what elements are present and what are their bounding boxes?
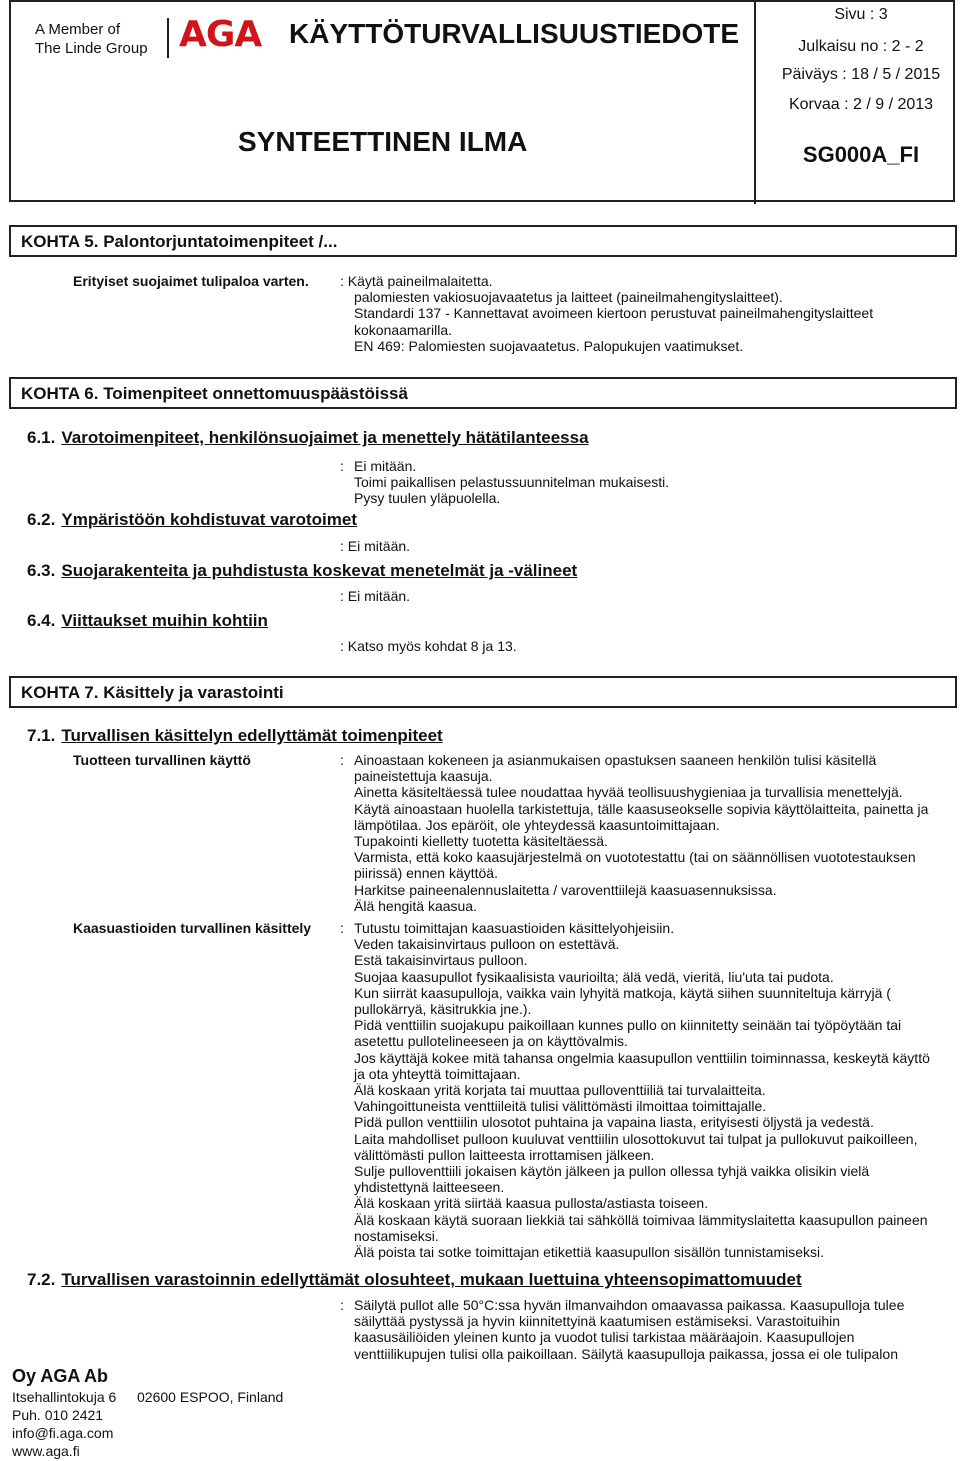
colon: :	[340, 920, 344, 936]
section-5-header	[9, 225, 957, 257]
subsection-7-1-title	[27, 726, 443, 746]
text-line: säilyttää pystyssä ja hyvin kiinnitettyinä kaatumisen estämiseksi. Varastoituihin	[354, 1313, 841, 1330]
safe-use-value	[354, 752, 944, 914]
page-number: Sivu : 3	[834, 6, 888, 23]
colon: :	[340, 1297, 344, 1313]
footer-city: 02600 ESPOO, Finland	[137, 1389, 284, 1405]
text-line: Käytä ainoastaan huolella tarkistettuja, tälle kaasuseokselle sopivia käyttölaitteita, painetta ja	[354, 800, 929, 817]
footer-website[interactable]: www.aga.fi	[12, 1443, 80, 1459]
section-number: KOHTA 5.	[21, 232, 99, 251]
colon: :	[340, 752, 344, 768]
text-line: Pysy tuulen yläpuolella.	[354, 490, 501, 507]
logo-line-1: A Member of	[35, 21, 121, 38]
text-line: ja ota yhteyttä toimittajaan.	[354, 1065, 521, 1082]
subsection-6-1-title	[27, 428, 589, 448]
subsection-number: 6.2.	[27, 510, 56, 529]
field-label: Tuotteen turvallinen käyttö	[73, 752, 251, 768]
text-line: Älä koskaan yritä korjata tai muuttaa pulloventtiiliä tai turvalaitteita.	[354, 1082, 766, 1099]
document-title: KÄYTTÖTURVALLISUUSTIEDOTE	[289, 18, 740, 49]
text-line: Vahingoittuneista venttiileitä tulisi välittömästi ilmoittaa toimittajalle.	[354, 1098, 767, 1115]
text-line: Ainetta käsiteltäessä tulee noudattaa hyvää teollisuushygieniaa ja turvallisia menettelyjä.	[354, 784, 903, 801]
logo-line-2: The Linde Group	[35, 40, 148, 57]
text-line: Älä koskaan käytä suoraan liekkiä tai sähköllä toimivaa lämmityslaitetta kaasupullon paineen	[354, 1211, 928, 1228]
field-value	[340, 273, 930, 354]
subsection-6-2-value: : Ei mitään.	[340, 538, 411, 554]
text-line: Älä hengitä kaasua.	[354, 897, 477, 914]
section-7-header	[9, 676, 957, 708]
subsection-6-4-title	[27, 611, 268, 631]
subsection-text: Suojarakenteita ja puhdistusta koskevat menetelmät ja -välineet	[61, 561, 578, 580]
text-line: Tutustu toimittajan kaasuastioiden käsittelyohjeisiin.	[354, 920, 675, 936]
text-line: piirissä) ennen käyttöä.	[354, 865, 498, 882]
text-line: Ei mitään.	[354, 458, 417, 474]
text-line: Pidä pullon venttiilin ulosotot puhtaina ja vapaina liasta, erityisesti öljystä ja vedestä.	[354, 1114, 874, 1131]
logo-divider	[167, 18, 169, 58]
subsection-6-4-value: : Katso myös kohdat 8 ja 13.	[340, 638, 517, 654]
subsection-6-3-value: : Ei mitään.	[340, 588, 411, 604]
text-line: Laita mahdolliset pulloon kuuluvat venttiilin ulosottokuvut tai tulpat ja pullokuvut paikoilleen,	[354, 1130, 918, 1147]
text-line: palomiesten vakiosuojavaatetus ja laitteet (paineilmahengityslaitteet).	[354, 289, 783, 306]
subsection-number: 7.2.	[27, 1270, 56, 1289]
cylinder-handling-value	[354, 920, 944, 1260]
text-line: : Käytä paineilmalaitetta.	[340, 273, 493, 289]
text-line: kokonaamarilla.	[354, 321, 453, 338]
text-line: EN 469: Palomiesten suojavaatetus. Palopukujen vaatimukset.	[354, 337, 744, 354]
subsection-number: 7.1.	[27, 726, 56, 745]
subsection-7-2-title	[27, 1270, 802, 1290]
text-line: kaasusäiliöiden yleinen kunto ja vuodot tulisi tarkistaa määräajoin. Kaasupullojen	[354, 1329, 855, 1346]
subsection-number: 6.1.	[27, 428, 56, 447]
edition-number: Julkaisu no : 2 - 2	[798, 38, 924, 55]
aga-logo: AGA	[179, 14, 262, 55]
subsection-number: 6.4.	[27, 611, 56, 630]
section-title: Käsittely ja varastointi	[103, 683, 284, 702]
logo-text	[35, 20, 148, 58]
text-line: Standardi 137 - Kannettavat avoimeen kiertoon perustuvat paineilmahengityslaitteet	[354, 305, 874, 322]
replaces-date: Korvaa : 2 / 9 / 2013	[788, 96, 934, 113]
subsection-6-2-title	[27, 510, 357, 530]
text-line: Estä takaisinvirtaus pulloon.	[354, 952, 528, 969]
colon: :	[340, 458, 344, 474]
footer-phone: Puh. 010 2421	[12, 1407, 104, 1423]
text-line: lämpötilaa. Jos epäröit, ole yhteydessä kaasuntoimittajaan.	[354, 816, 720, 833]
text-line: Jos käyttäjä kokee mitä tahansa ongelmia kaasupullon venttiilin toiminnassa, keskeytä käyttö	[354, 1049, 930, 1066]
storage-value	[354, 1297, 944, 1362]
text-line: Säilytä pullot alle 50°C:ssa hyvän ilmanvaihdon omaavassa paikassa. Kaasupulloja tulee	[354, 1297, 905, 1313]
product-name: SYNTEETTINEN ILMA	[238, 126, 528, 157]
text-line: Pidä venttiilin suojakupu paikoillaan kunnes pullo on kiinnitetty seinään tai työpöytään tai	[354, 1017, 902, 1034]
text-line: pullokärryä, käsitrukkia jne.).	[354, 1001, 532, 1018]
text-line: Toimi paikallisen pelastussuunnitelman mukaisesti.	[354, 474, 670, 491]
footer-email[interactable]: info@fi.aga.com	[12, 1425, 114, 1441]
text-line: paineistettuja kaasuja.	[354, 768, 493, 785]
text-line: Kun siirrät kaasupulloja, vaikka vain lyhyitä matkoja, käytä siihen suunniteltuja kärryjä (	[354, 984, 891, 1001]
text-line: Älä poista tai sotke toimittajan etikettiä kaasupullon sisällön tunnistamiseksi.	[354, 1244, 825, 1261]
subsection-6-3-title	[27, 561, 577, 581]
footer-street: Itsehallintokuja 6	[12, 1389, 117, 1405]
subsection-text: Turvallisen varastoinnin edellyttämät olosuhteet, mukaan luettuina yhteensopimattomuudet	[61, 1270, 802, 1289]
text-line: yhdistettynä laitteeseen.	[354, 1179, 505, 1196]
subsection-text: Varotoimenpiteet, henkilönsuojaimet ja menettely hätätilanteessa	[61, 428, 589, 447]
subsection-text: Ympäristöön kohdistuvat varotoimet	[61, 510, 358, 529]
text-line: Tupakointi kielletty tuotetta käsiteltäessä.	[354, 833, 608, 850]
text-line: Ainoastaan kokeneen ja asianmukaisen opastuksen saaneen henkilön tulisi käsitellä	[354, 752, 877, 768]
text-line: venttiilikupujen tulisi olla paikoillaan. Säilytä kaasupulloja paikassa, jossa ei ole tulipalon	[354, 1345, 898, 1362]
text-line: Varmista, että koko kaasujärjestelmä on vuototestattu (tai on säännöllisen vuototestauksen	[354, 849, 916, 866]
document-header	[9, 0, 955, 202]
section-number: KOHTA 6.	[21, 384, 99, 403]
text-line: Harkitse paineenalennuslaitetta / varoventtiilejä kaasuasennuksissa.	[354, 881, 777, 898]
subsection-number: 6.3.	[27, 561, 56, 580]
text-line: Suojaa kaasupullot fysikaalisista vaurioilta; älä vedä, vieritä, liu'uta tai pudota.	[354, 968, 834, 985]
text-line: Sulje pulloventtiili jokaisen käytön jälkeen ja pullon ollessa tyhjä vaikka olisikin vielä	[354, 1163, 870, 1180]
subsection-6-1-value	[354, 458, 944, 507]
subsection-text: Turvallisen käsittelyn edellyttämät toimenpiteet	[61, 726, 443, 745]
section-title: Palontorjuntatoimenpiteet /...	[103, 232, 338, 251]
section-6-header	[9, 377, 957, 409]
footer-company: Oy AGA Ab	[12, 1366, 109, 1386]
section-number: KOHTA 7.	[21, 683, 99, 702]
field-label: Erityiset suojaimet tulipaloa varten.	[73, 273, 309, 289]
issue-date: Päiväys : 18 / 5 / 2015	[781, 66, 941, 83]
field-label: Kaasuastioiden turvallinen käsittely	[73, 920, 312, 936]
text-line: asetettu pullotelineeseen ja on käyttövalmis.	[354, 1033, 628, 1050]
section-title: Toimenpiteet onnettomuuspäästöissä	[103, 384, 408, 403]
linde-group-logo	[35, 14, 265, 74]
document-meta	[754, 2, 960, 204]
text-line: Veden takaisinvirtaus pulloon on estettävä.	[354, 936, 620, 953]
document-code: SG000A_FI	[802, 142, 920, 167]
text-line: välittömästi pullon laitteesta irrottamisen jälkeen.	[354, 1146, 655, 1163]
subsection-text: Viittaukset muihin kohtiin	[61, 611, 268, 630]
text-line: Älä koskaan yritä siirtää kaasua pullosta/astiasta toiseen.	[354, 1195, 709, 1212]
text-line: nostamiseksi.	[354, 1227, 439, 1244]
